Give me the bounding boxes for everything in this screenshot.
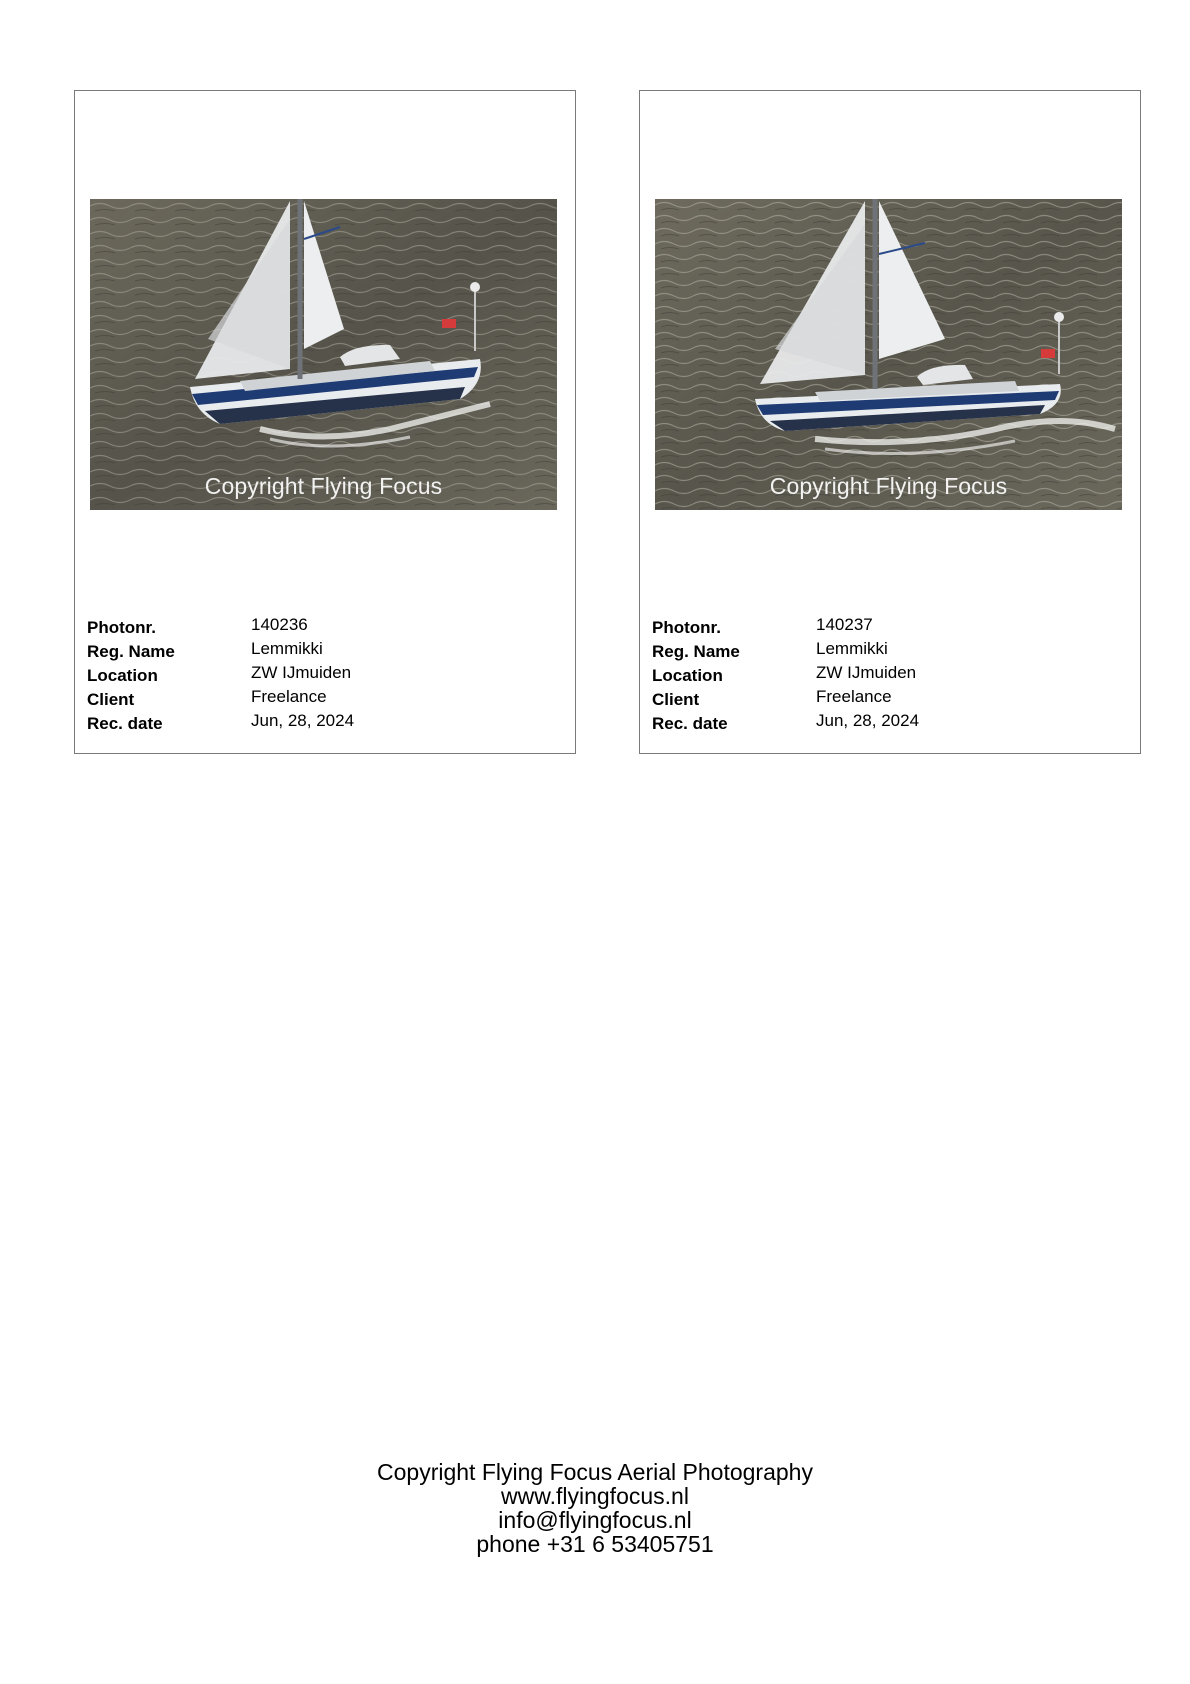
meta-label: Photonr. xyxy=(87,618,156,637)
meta-label: Location xyxy=(652,666,723,685)
watermark-text: Copyright Flying Focus xyxy=(769,473,1008,499)
meta-value: Freelance xyxy=(251,687,327,706)
meta-value: Jun, 28, 2024 xyxy=(251,711,355,730)
meta-row-rec-date xyxy=(652,711,1122,735)
meta-row-rec-date xyxy=(87,711,557,735)
meta-row-location xyxy=(87,663,557,687)
photo-card xyxy=(74,90,576,754)
meta-label: Client xyxy=(87,690,135,709)
meta-label: Client xyxy=(652,690,700,709)
meta-row-reg-name xyxy=(652,639,1122,663)
meta-value: Lemmikki xyxy=(816,639,888,658)
contact-footer xyxy=(0,1460,1190,1556)
sailboat-image xyxy=(655,199,1122,510)
meta-row-client xyxy=(87,687,557,711)
meta-value: ZW IJmuiden xyxy=(251,663,352,682)
footer-phone: phone +31 6 53405751 xyxy=(476,1531,714,1557)
meta-label: Photonr. xyxy=(652,618,721,637)
meta-row-client xyxy=(652,687,1122,711)
meta-label: Reg. Name xyxy=(87,642,175,661)
meta-label: Reg. Name xyxy=(652,642,740,661)
meta-value: 140236 xyxy=(251,615,308,634)
watermark-text: Copyright Flying Focus xyxy=(204,473,443,499)
meta-value: ZW IJmuiden xyxy=(816,663,917,682)
photo-card xyxy=(639,90,1141,754)
sailboat-photo xyxy=(90,199,557,510)
footer-website: www.flyingfocus.nl xyxy=(501,1483,689,1509)
meta-value: Lemmikki xyxy=(251,639,323,658)
meta-value: Jun, 28, 2024 xyxy=(816,711,920,730)
meta-row-photonr xyxy=(652,615,1122,639)
footer-email: info@flyingfocus.nl xyxy=(498,1507,692,1533)
sailboat-photo xyxy=(655,199,1122,510)
photo-metadata xyxy=(87,615,557,735)
meta-row-photonr xyxy=(87,615,557,639)
meta-value: 140237 xyxy=(816,615,873,634)
meta-value: Freelance xyxy=(816,687,892,706)
meta-row-location xyxy=(652,663,1122,687)
meta-label: Location xyxy=(87,666,158,685)
meta-label: Rec. date xyxy=(652,714,728,733)
photo-metadata xyxy=(652,615,1122,735)
sailboat-image xyxy=(90,199,557,510)
footer-copyright: Copyright Flying Focus Aerial Photography xyxy=(377,1459,813,1485)
meta-row-reg-name xyxy=(87,639,557,663)
meta-label: Rec. date xyxy=(87,714,163,733)
